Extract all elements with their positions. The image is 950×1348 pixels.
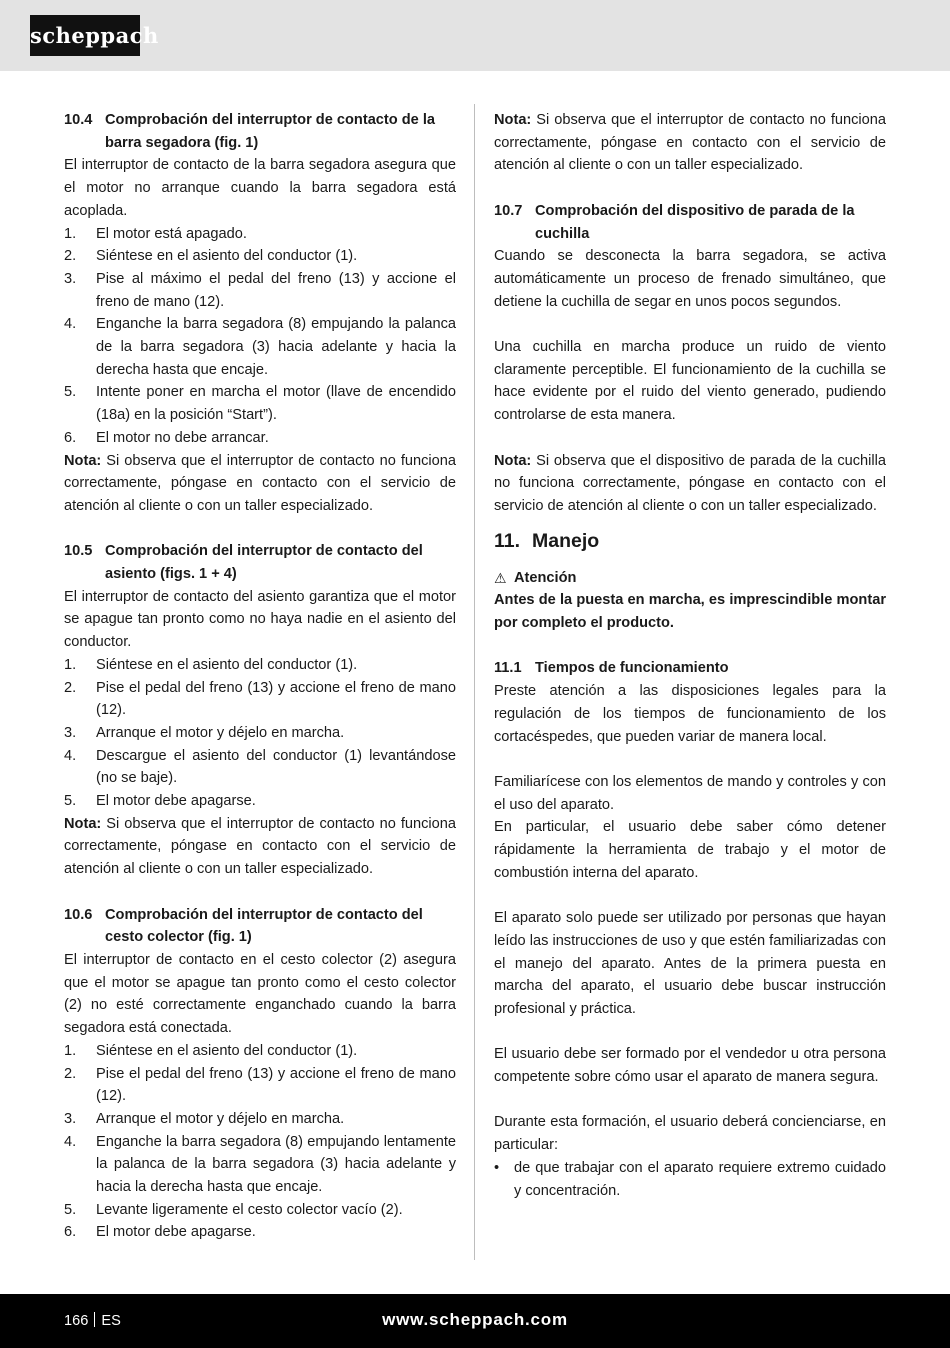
left-column: [64, 109, 456, 1244]
section-11-1-p6: Durante esta formación, el usuario deberá concienciarse, en particular:: [494, 1114, 886, 1154]
section-10-7-note: Nota: Si observa que el dispositivo de parada de la cuchilla no funciona correctamente, póngase en contacto con el servicio de atención al cliente o con un taller especializado.: [494, 452, 886, 514]
scheppach-logo: scheppach: [30, 15, 140, 56]
section-10-5-note: Nota: Si observa que el interruptor de contacto no funciona correctamente, póngase en contacto con el servicio de atención al cliente o con un taller especializado.: [64, 815, 456, 878]
list-item: 3. Pise al máximo el pedal del freno (13) y accione el freno de mano (12).: [64, 270, 456, 310]
section-11-1-p1: Preste atención a las disposiciones legales para la regulación de los tiempos de funcionamiento de los cortacéspedes, que pueden variar de manera local.: [494, 683, 886, 745]
list-item: 6. El motor no debe arrancar.: [64, 429, 269, 446]
list-item: 6. El motor debe apagarse.: [64, 1224, 256, 1241]
page-number: 166 ES: [64, 1313, 121, 1329]
warning-triangle-icon: ⚠: [494, 569, 507, 586]
section-10-4-steps: [64, 223, 456, 450]
list-item: 4. Descargue el asiento del conductor (1) levantándose (no se baje).: [64, 747, 456, 787]
section-10-7-p1: Cuando se desconecta la barra segadora, se activa automáticamente un proceso de frenado simultáneo, que detiene la cuchilla de segar en unos pocos segundos.: [494, 248, 886, 310]
column-divider: [474, 104, 475, 1260]
section-10-6-intro: El interruptor de contacto en el cesto colector (2) asegura que el motor se apague tan pronto como el cesto colector (2) no esté correctamente enganchado cuando la barra segadora está conectada.: [64, 951, 456, 1037]
list-item: 4. Enganche la barra segadora (8) empujando la palanca de la barra segadora (3) hacia adelante y hacia la derecha hasta que encaje.: [64, 316, 456, 378]
section-10-7-p2: Una cuchilla en marcha produce un ruido de viento claramente perceptible. El funcionamiento de la cuchilla se hace evidente por el ruido del viento generado, pudiendo controlarse de esta manera.: [494, 339, 886, 424]
top-note: Nota: Si observa que el interruptor de contacto no funciona correctamente, póngase en contacto con el servicio de atención al cliente o con un taller especializado.: [494, 112, 886, 174]
section-10-5-heading: 10.5 Comprobación del interruptor de contacto del asiento (figs. 1 + 4): [64, 543, 423, 583]
right-column: [494, 109, 886, 1202]
section-10-6-heading: 10.6 Comprobación del interruptor de contacto del cesto colector (fig. 1): [64, 906, 423, 946]
list-item: 2. Pise el pedal del freno (13) y accione el freno de mano (12).: [64, 1065, 456, 1105]
list-item: 5. Levante ligeramente el cesto colector vacío (2).: [64, 1201, 403, 1218]
section-11-1-p5: El usuario debe ser formado por el vendedor u otra persona competente sobre cómo usar el aparato de manera segura.: [494, 1046, 886, 1086]
website-url: www.scheppach.com: [382, 1310, 568, 1329]
warning-label: ⚠ Atención: [494, 567, 886, 590]
list-item: 1. Siéntese en el asiento del conductor (1).: [64, 1042, 358, 1059]
section-11-1-p2: Familiarícese con los elementos de mando y controles y con el uso del aparato.: [494, 773, 886, 813]
section-10-6-steps: [64, 1040, 456, 1244]
list-item: 3. Arranque el motor y déjelo en marcha.: [64, 724, 345, 741]
section-10-4-intro: El interruptor de contacto de la barra segadora asegura que el motor no arranque cuando la barra segadora está acoplada.: [64, 157, 456, 219]
section-11-1-heading: 11.1 Tiempos de funcionamiento: [494, 660, 729, 677]
page-header: [0, 0, 950, 71]
warning-text: Antes de la puesta en marcha, es imprescindible montar por completo el producto.: [494, 592, 886, 632]
section-10-4-heading: 10.4 Comprobación del interruptor de contacto de la barra segadora (fig. 1): [64, 112, 436, 151]
list-item: • de que trabajar con el aparato requiere extremo cuidado y concentración.: [494, 1159, 886, 1199]
list-item: 2. Pise el pedal del freno (13) y accione el freno de mano (12).: [64, 679, 456, 719]
list-item: 1. Siéntese en el asiento del conductor (1).: [64, 656, 358, 673]
page-footer: [0, 1294, 950, 1348]
section-11-heading: 11. Manejo: [494, 529, 600, 552]
section-11-1-p3: En particular, el usuario debe saber cómo detener rápidamente la herramienta de trabajo y el motor de combustión interna del aparato.: [494, 819, 886, 881]
section-10-5-intro: El interruptor de contacto del asiento garantiza que el motor se apague tan pronto como no haya nadie en el asiento del conductor.: [64, 588, 456, 651]
section-11-1-p4: El aparato solo puede ser utilizado por personas que hayan leído las instrucciones de uso y que estén familiarizadas con el manejo del aparato. Antes de la primera puesta en marcha del aparato, el usuario debe buscar instrucción profesional y práctica.: [494, 910, 886, 1017]
list-item: 1. El motor está apagado.: [64, 225, 247, 242]
list-item: 4. Enganche la barra segadora (8) empujando lentamente la palanca de la barra segadora (3) hacia adelante y hacia la derecha hasta que encaje.: [64, 1133, 456, 1196]
list-item: 3. Arranque el motor y déjelo en marcha.: [64, 1110, 345, 1127]
section-10-4-note: Nota: Si observa que el interruptor de contacto no funciona correctamente, póngase en contacto con el servicio de atención al cliente o con un taller especializado.: [64, 452, 456, 514]
section-10-5-steps: [64, 654, 456, 813]
section-10-7-heading: 10.7 Comprobación del dispositivo de parada de la cuchilla: [494, 202, 855, 242]
list-item: 5. El motor debe apagarse.: [64, 793, 256, 810]
section-11-1-bullets: [494, 1157, 886, 1202]
list-item: 5. Intente poner en marcha el motor (llave de encendido (18a) en la posición “Start”).: [64, 384, 456, 424]
list-item: 2. Siéntese en el asiento del conductor (1).: [64, 248, 358, 265]
